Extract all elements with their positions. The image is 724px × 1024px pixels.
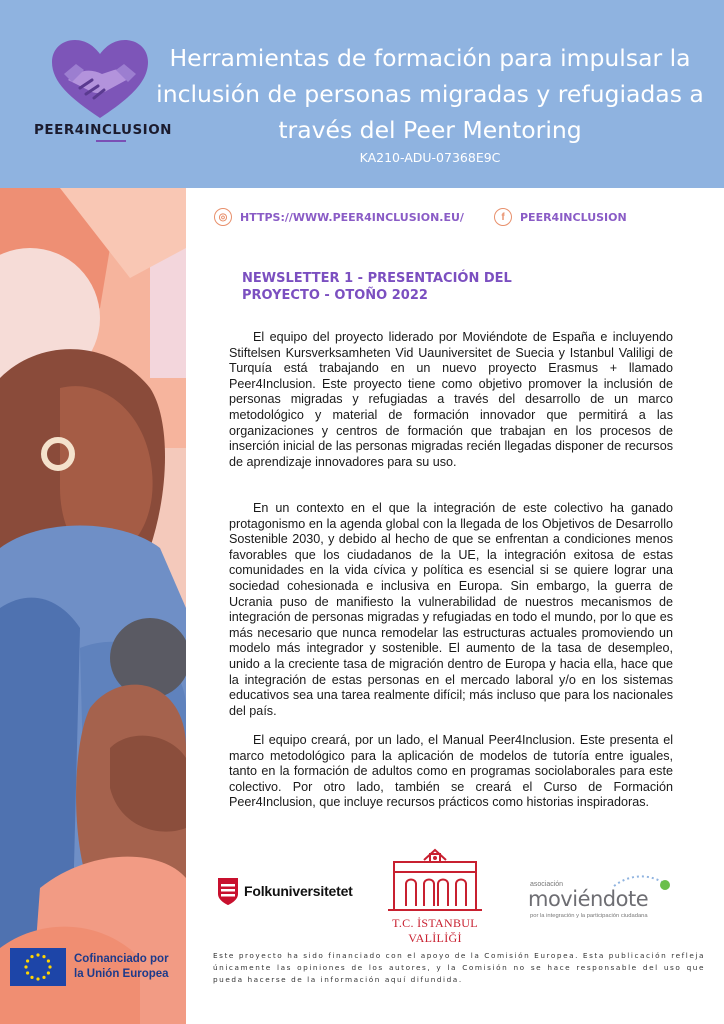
folkuniversitetet-logo xyxy=(216,874,366,908)
facebook-icon: f xyxy=(494,208,512,226)
moviendote-tagline: por la integración y la participación ciudadana xyxy=(530,913,648,919)
eu-flag-icon xyxy=(10,948,66,986)
logo-underline xyxy=(96,140,126,142)
facebook-link[interactable] xyxy=(494,206,627,228)
newsletter-title: NEWSLETTER 1 - PRESENTACIÓN DEL PROYECTO - OTOÑO 2022 xyxy=(242,271,512,303)
paragraph-intro xyxy=(229,330,673,470)
paragraph-context xyxy=(229,501,673,719)
folkuniversitetet-mark-icon xyxy=(216,876,240,906)
eu-funding-line1: Cofinanciado por xyxy=(74,953,169,965)
facebook-link-text[interactable]: PEER4INCLUSION xyxy=(520,210,627,224)
globe-icon: ◎ xyxy=(214,208,232,226)
paragraph-intro-text: El equipo del proyecto liderado por Moviéndote de España e incluyendo Stiftelsen Kursverksamheten Vid Uauniversitet de Suecia y Istanbul Valiligi de Turquía está trabajando en un nuevo proyecto Erasmus + llamado Peer4Inclusion. Este proyecto tiene como objetivo promover la inclusión de personas migradas y refugiadas a través del desarrollo de un marco metodológico y material de formación innovador que permitirá a las organizaciones y centros de formación que trabajan en los procesos de inserción inicial de las personas migradas recién llegadas disponer de recursos de aprendizaje innovadores para su uso. xyxy=(229,330,673,469)
decorative-illustration xyxy=(0,188,186,1024)
istanbul-valiligi-logo xyxy=(380,846,490,945)
disclaimer-text: Este proyecto ha sido financiado con el apoyo de la Comisión Europea. Esta publicación refleja únicamente las opiniones de los autores, y la Comisión no se hace responsable del uso que pueda hacerse de la información aquí difundida. xyxy=(213,951,705,984)
folkuniversitetet-name: Folkuniversitetet xyxy=(244,883,353,899)
project-code: KA210-ADU-07368E9C xyxy=(359,150,501,165)
paragraph-outputs xyxy=(229,733,673,811)
valilik-name: T.C. İSTANBUL VALİLİĞİ xyxy=(392,916,478,945)
moviendote-arc-icon xyxy=(612,874,664,888)
governorate-building-icon xyxy=(380,846,490,916)
moviendote-logo xyxy=(528,874,678,920)
logo-text: PEER4INCLUSION xyxy=(34,122,172,138)
eu-funding-line2: la Unión Europea xyxy=(74,968,169,980)
website-link-text[interactable]: HTTPS://WWW.PEER4INCLUSION.EU/ xyxy=(240,210,464,224)
page-title: Herramientas de formación para impulsar la inclusión de personas migradas y refugiadas a través del Peer Mentoring xyxy=(156,44,704,144)
moviendote-name: moviéndote xyxy=(528,887,649,911)
eu-funding-badge xyxy=(10,948,185,986)
handshake-heart-icon xyxy=(50,40,150,120)
paragraph-context-text: En un contexto en el que la integración de este colectivo ha ganado protagonismo en la agenda global con la llegada de los Objetivos de Desarrollo Sostenible 2030, y debido al hecho de que se enfrentan a condiciones menos favorables que los ciudadanos de la UE, la integración exitosa de estas comunidades en la vida cívica y política es esencial si se quiere lograr una sociedad cohesionada e inclusiva en Europa. Sin embargo, la guerra de Ucrania puso de manifiesto la vulnerabilidad de nuestros mecanismos de integración de personas migradas y refugiadas en todo el mundo, por lo que es más necesario que nunca remodelar las estructuras actuales promoviendo un modelo más integrador y sostenible. El aumento de la tasa de desempleo, unido a la creciente tasa de migración dentro de Europa y hacia ella, hace que la integración de estas personas en el mercado laboral y/o en los sistemas educativos sea una tarea realmente difícil; más incluso que para los nacionales del país. xyxy=(229,501,673,718)
eu-funding-text xyxy=(74,952,169,982)
moviendote-dot-icon xyxy=(660,880,670,890)
header-banner xyxy=(0,0,724,188)
moviendote-prefix: asociación xyxy=(530,881,564,888)
contact-links xyxy=(214,206,714,228)
paragraph-outputs-text: El equipo creará, por un lado, el Manual Peer4Inclusion. Este presenta el marco metodológico para la aplicación de modelos de tutoría entre iguales, tanto en la formación de adultos como en programas sociolaborales para este colectivo. Por otro lado, también se creará el Curso de Formación Peer4Inclusion, que incluye recursos prácticos como historias inspiradoras. xyxy=(229,733,673,810)
website-link[interactable] xyxy=(214,206,464,228)
